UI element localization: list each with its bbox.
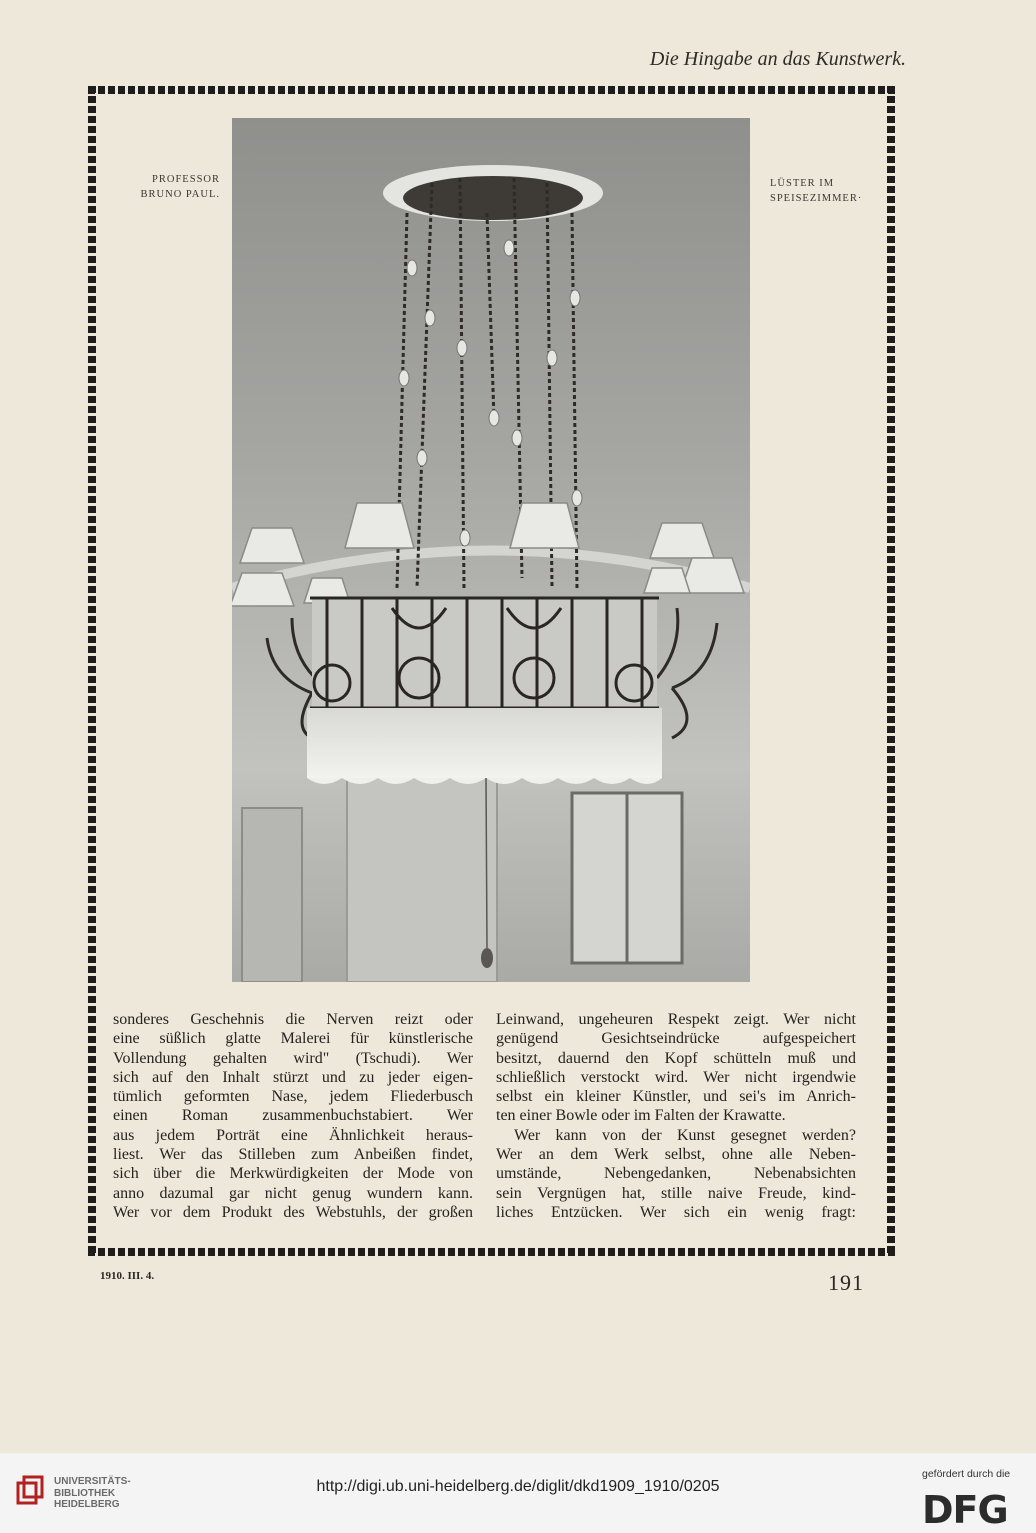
text-line: Wer vor dem Produkt des Webstuhls, der großen	[113, 1203, 473, 1221]
funding-note: gefördert durch die	[922, 1468, 1011, 1480]
text-line: tümlich geformten Nase, jedem Fliederbusch	[113, 1088, 473, 1106]
caption-right-line: SPEISEZIMMER·	[770, 193, 863, 204]
text-line: liest. Wer das Stilleben zum Anbeißen findet,	[113, 1146, 473, 1164]
text-line: ten einer Bowle oder im Falten der Krawatte.	[496, 1107, 786, 1125]
text-line: sonderes Geschehnis die Nerven reizt oder	[113, 1011, 473, 1028]
text-line: sich über die Merkwürdigkeiten der Mode von	[113, 1165, 473, 1183]
text-line: sich auf den Inhalt stürzt und zu jeder eigen-	[113, 1068, 473, 1086]
text-line: aus jedem Porträt eine Ähnlichkeit heraus-	[113, 1126, 473, 1144]
page-number: 191	[828, 1270, 864, 1295]
caption-right-line: LÜSTER IM	[770, 178, 835, 189]
decorative-border-bottom	[88, 1248, 895, 1256]
library-name-line: HEIDELBERG	[54, 1499, 120, 1510]
text-line: einen Roman zusammenbuchstabiert. Wer	[113, 1107, 473, 1125]
text-line: eine süßlich glatte Malerei für künstlerische	[113, 1030, 473, 1048]
library-name-line: UNIVERSITÄTS-	[54, 1476, 131, 1487]
issue-label: 1910. III. 4.	[100, 1270, 155, 1282]
running-title: Die Hingabe an das Kunstwerk.	[649, 48, 906, 70]
text-line: Wer kann von der Kunst gesegnet werden?	[514, 1126, 856, 1144]
text-line: Leinwand, ungeheuren Respekt zeigt. Wer nicht	[496, 1011, 856, 1028]
text-line: selbst ein kleiner Künstler, und sei's im Anrich-	[496, 1088, 856, 1106]
decorative-border-top	[88, 86, 895, 94]
text-line: Wer an dem Werk selbst, ohne alle Neben-	[496, 1146, 856, 1164]
caption-left-line: PROFESSOR	[152, 174, 220, 185]
text-line: anno dazumal gar nicht genug wundern kann.	[113, 1184, 473, 1202]
text-line: schließlich verstockt wird. Wer nicht irgendwie	[496, 1068, 856, 1086]
dfg-logo[interactable]: DFG	[922, 1488, 1008, 1532]
chandelier-illustration	[232, 118, 750, 982]
permalink-url[interactable]: http://digi.ub.uni-heidelberg.de/diglit/dkd1909_1910/0205	[316, 1478, 720, 1495]
body-column-right	[496, 1010, 856, 1222]
text-line: sein Vergnügen hat, stille naive Freude, kind-	[496, 1184, 856, 1202]
text-line: Vollendung gehalten wird" (Tschudi). Wer	[113, 1049, 473, 1067]
text-line: umstände, Nebengedanken, Nebenabsichten	[496, 1165, 856, 1183]
photo-caption-left	[118, 172, 220, 202]
chandelier-photograph	[232, 118, 750, 982]
text-line: liches Entzücken. Wer sich ein wenig fragt:	[496, 1203, 856, 1221]
library-name-line: BIBLIOTHEK	[54, 1487, 116, 1499]
decorative-border-right	[887, 86, 895, 1256]
decorative-border-left	[88, 86, 96, 1256]
text-line: genügend Gesichtseindrücke aufgespeichert	[496, 1030, 856, 1048]
body-column-left	[113, 1010, 473, 1222]
text-line: besitzt, dauernd den Kopf schütteln muß und	[496, 1049, 856, 1067]
caption-left-line: BRUNO PAUL.	[140, 189, 220, 200]
photo-caption-right	[770, 176, 862, 206]
